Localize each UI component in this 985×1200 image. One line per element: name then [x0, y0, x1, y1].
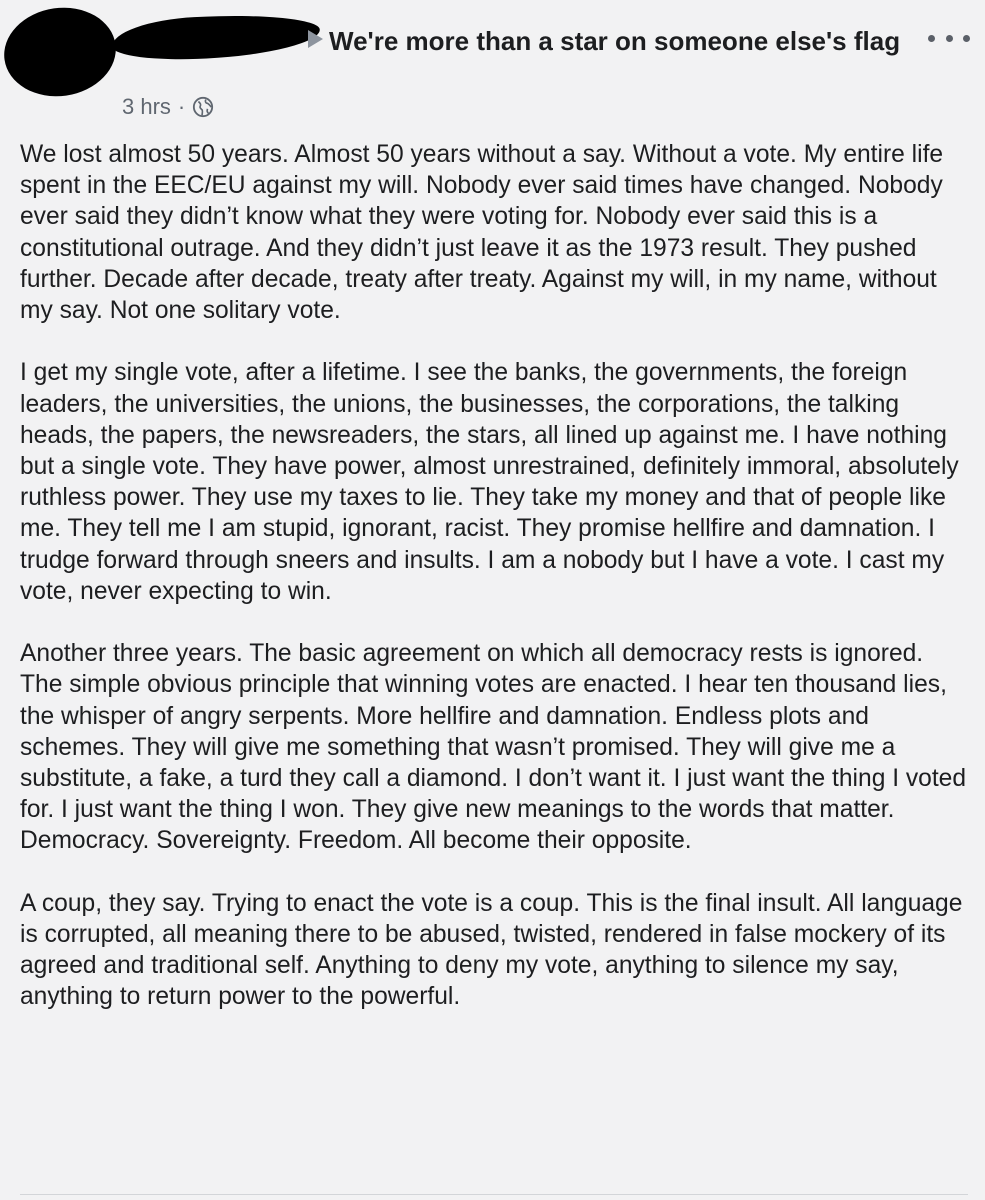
more-options-button[interactable]	[928, 26, 970, 50]
post-paragraph: We lost almost 50 years. Almost 50 years without a say. Without a vote. My entire life spent in the EEC/EU against my will. Nobody ever said times have changed. Nobody ever said they didn’t know what they were voting for. Nobody ever said this is a constitutional outrage. And they didn’t just leave it as the 1973 result. They pushed further. Decade after decade, treaty after treaty. Against my will, in my name, without my say. Not one solitary vote.	[20, 141, 944, 325]
post-divider	[20, 1194, 968, 1195]
post-paragraph: I get my single vote, after a lifetime. I see the banks, the governments, the foreign leaders, the universities, the unions, the businesses, the corporations, the talking heads, the papers, the newsreaders, the stars, all lined up against me. I have nothing but a single vote. They have power, almost unrestrained, definitely immoral, absolutely ruthless power. They use my taxes to lie. They take my money and that of people like me. They tell me I am stupid, ignorant, racist. They promise hellfire and damnation. I trudge forward through sneers and insults. I am a nobody but I have a vote. I cast my vote, never expecting to win.	[20, 359, 959, 605]
post-header	[120, 22, 910, 60]
meta-separator: ·	[177, 94, 186, 119]
timestamp-link[interactable]: 3 hrs	[122, 94, 171, 119]
globe-icon[interactable]	[192, 96, 214, 118]
redacted-avatar[interactable]	[0, 1, 122, 104]
ellipsis-icon	[928, 35, 935, 42]
ellipsis-dot	[963, 35, 970, 42]
ellipsis-dot	[946, 35, 953, 42]
triangle-right-icon	[308, 30, 323, 48]
post-paragraph: Another three years. The basic agreement on which all democracy rests is ignored. The simple obvious principle that winning votes are enacted. I hear ten thousand lies, the whisper of angry serpents. More hellfire and damnation. Endless plots and schemes. They will give me something that wasn’t promised. They will give me a substitute, a fake, a turd they call a diamond. I don’t want it. I just want the thing I voted for. I just want the thing I won. They give new meanings to the words that matter. Democracy. Sovereignty. Freedom. All become their opposite.	[20, 640, 967, 855]
post-meta	[122, 94, 214, 120]
post-paragraph: A coup, they say. Trying to enact the vote is a coup. This is the final insult. All language is corrupted, all meaning there to be abused, twisted, rendered in false mockery of its agreed and traditional self. Anything to deny my vote, anything to silence my say, anything to return power to the powerful.	[20, 889, 963, 1011]
group-title-link[interactable]: We're more than a star on someone else's flag	[329, 26, 901, 56]
post-body	[20, 139, 970, 1044]
